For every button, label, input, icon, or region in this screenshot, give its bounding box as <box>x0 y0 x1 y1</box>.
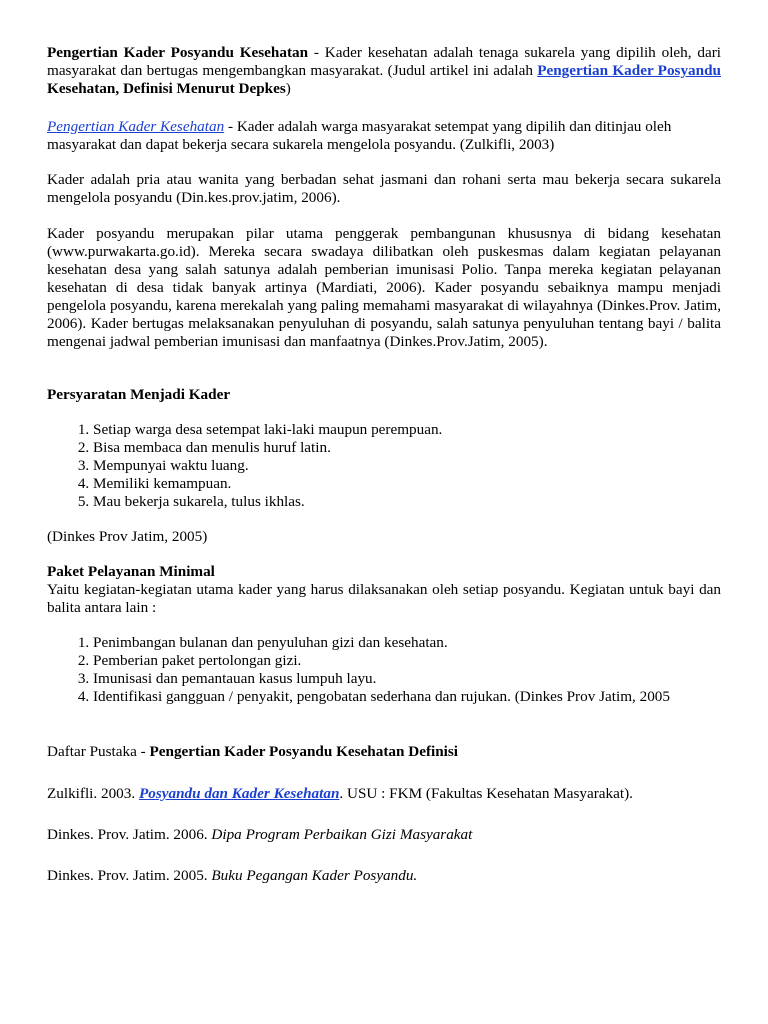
pustaka-heading <box>47 743 721 761</box>
list-item: 1. Setiap warga desa setempat laki-laki maupun perempuan. <box>93 421 767 439</box>
kader-description-paragraph: Kader adalah pria atau wanita yang berbadan sehat jasmani dan rohani serta mau bekerja secara sukarela mengelola posyandu (Din.kes.prov.jatim, 2006). <box>47 171 721 206</box>
reference-3-prefix: Dinkes. Prov. Jatim. 2005. <box>47 867 212 884</box>
paket-list <box>47 634 767 706</box>
intro-separator: - <box>308 44 325 61</box>
reference-2 <box>47 826 721 844</box>
pustaka-title: Pengertian Kader Posyandu Kesehatan Definisi <box>149 743 459 760</box>
reference-1-prefix: Zulkifli. 2003. <box>47 785 139 802</box>
list-item: 1. Penimbangan bulanan dan penyuluhan gizi dan kesehatan. <box>93 634 767 652</box>
intro-text: Kader kesehatan adalah tenaga sukarela yang dipilih oleh, dari masyarakat dan bertugas mengembangkan masyarakat. (Judul artikel ini adalah <box>47 44 721 79</box>
reference-2-prefix: Dinkes. Prov. Jatim. 2006. <box>47 826 212 843</box>
list-item: 2. Bisa membaca dan menulis huruf latin. <box>93 439 767 457</box>
reference-3-title: Buku Pegangan Kader Posyandu. <box>211 867 418 884</box>
intro-title-suffix: Kesehatan, Definisi Menurut Depkes <box>47 80 286 97</box>
definition-text: - Kader adalah warga masyarakat setempat yang dipilih dan ditinjau oleh masyarakat dan dapat bekerja secara sukarela mengelola posyandu. (Zulkifli, 2003) <box>47 118 672 153</box>
intro-close: ) <box>285 80 291 97</box>
persyaratan-heading-text: Persyaratan Menjadi Kader <box>47 386 231 403</box>
persyaratan-source: (Dinkes Prov Jatim, 2005) <box>47 528 208 545</box>
reference-1-suffix: . USU : FKM (Fakultas Kesehatan Masyarakat). <box>339 785 633 802</box>
intro-title: Pengertian Kader Posyandu Kesehatan <box>47 44 309 61</box>
list-item: 4. Memiliki kemampuan. <box>93 475 767 493</box>
reference-3 <box>47 867 721 885</box>
posyandu-kader-kesehatan-link[interactable]: Posyandu dan Kader Kesehatan <box>138 785 340 802</box>
list-item: 2. Pemberian paket pertolongan gizi. <box>93 652 767 670</box>
pustaka-label: Daftar Pustaka - <box>47 743 150 760</box>
definition-paragraph <box>47 118 721 154</box>
paket-intro: Yaitu kegiatan-kegiatan utama kader yang harus dilaksanakan oleh setiap posyandu. Kegiatan untuk bayi dan balita antara lain : <box>47 581 721 616</box>
list-item: 3. Mempunyai waktu luang. <box>93 457 767 475</box>
list-item: 4. Identifikasi gangguan / penyakit, pengobatan sederhana dan rujukan. (Dinkes Prov Jatim, 2005 <box>93 688 767 706</box>
persyaratan-heading <box>47 386 721 404</box>
paket-heading <box>47 563 721 581</box>
list-item: 5. Mau bekerja sukarela, tulus ikhlas. <box>93 493 767 511</box>
intro-paragraph <box>47 44 721 98</box>
pengertian-kader-posyandu-link[interactable]: Pengertian Kader Posyandu <box>537 62 721 79</box>
reference-1 <box>47 785 721 803</box>
list-item: 3. Imunisasi dan pemantauan kasus lumpuh layu. <box>93 670 767 688</box>
kader-role-paragraph: Kader posyandu merupakan pilar utama penggerak pembangunan khususnya di bidang kesehatan (www.purwakarta.go.id). Mereka secara swadaya dilibatkan oleh puskesmas dalam kegiatan pelayanan kesehatan desa yang salah satunya adalah pemberian imunisasi Polio. Tanpa mereka kegiatan pelayanan kesehatan di desa tidak banyak artinya (Mardiati, 2006). Kader posyandu sebaiknya mampu menjadi pengelola posyandu, karena merekalah yang paling memahami masyarakat di wilayahnya (Dinkes.Prov. Jatim, 2006). Kader bertugas melaksanakan penyuluhan di posyandu, salah satunya penyuluhan tentang bayi / balita mengenai jadwal pemberian imunisasi dan manfaatnya (Dinkes.Prov.Jatim, 2005). <box>47 225 721 350</box>
persyaratan-list <box>47 421 767 511</box>
pengertian-kader-kesehatan-link[interactable]: Pengertian Kader Kesehatan <box>47 118 225 135</box>
paket-heading-text: Paket Pelayanan Minimal <box>47 563 215 580</box>
reference-2-title: Dipa Program Perbaikan Gizi Masyarakat <box>211 826 473 843</box>
